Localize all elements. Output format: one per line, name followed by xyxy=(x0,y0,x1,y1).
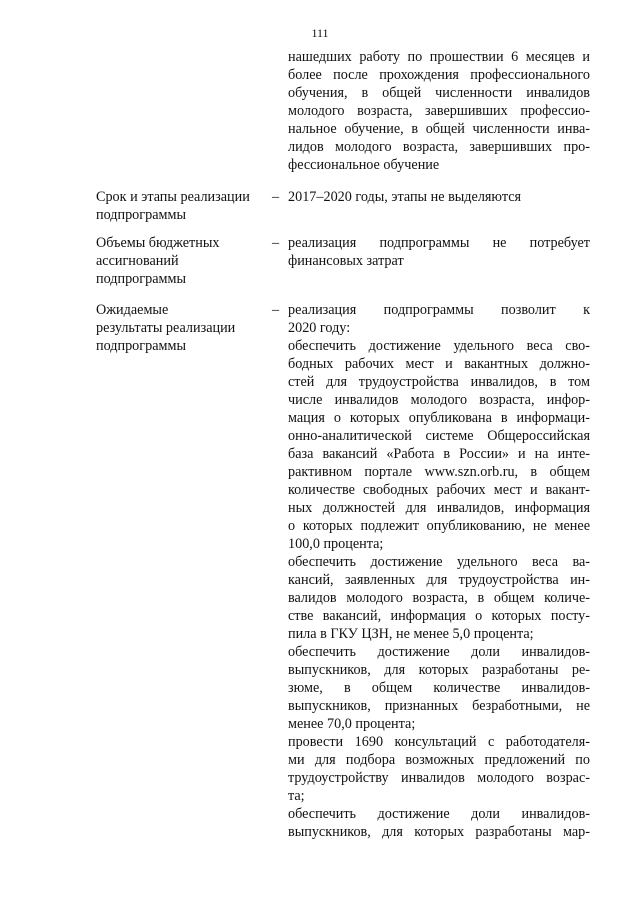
row-value: провести 1690 консультаций с работодателя- xyxy=(288,734,590,750)
row-value: зюме, в общем количестве инвалидов- xyxy=(288,680,590,696)
row-value: база вакансий «Работа в России» и на инте- xyxy=(288,446,590,462)
row-value: валидов молодого возраста, в общем количе- xyxy=(288,590,590,606)
row-value: стей для трудоустройства инвалидов, в том xyxy=(288,374,590,390)
row-dash: – xyxy=(272,235,280,251)
row-value: обеспечить достижение доли инвалидов- xyxy=(288,806,590,822)
row-label: Срок и этапы реализации xyxy=(96,189,250,205)
row-value: трудоустройству инвалидов молодого возрас- xyxy=(288,770,590,786)
row-value: 100,0 процента; xyxy=(288,536,384,552)
text-line: нальное обучение, в общей численности инва- xyxy=(288,121,590,137)
row-label: Ожидаемые xyxy=(96,302,169,318)
row-value: ми для подбора возможных предложений по xyxy=(288,752,590,768)
row-value: выпускников, для которых разработаны ре- xyxy=(288,662,590,678)
row-label: подпрограммы xyxy=(96,271,186,287)
row-value: мация о которых опубликована в информаци- xyxy=(288,410,590,426)
text-line: более после прохождения профессионального xyxy=(288,67,590,83)
row-value: обеспечить достижение доли инвалидов- xyxy=(288,644,590,660)
text-line: нашедших работу по прошествии 6 месяцев и xyxy=(288,49,590,65)
row-value: пила в ГКУ ЦЗН, не менее 5,0 процента; xyxy=(288,626,534,642)
row-label: результаты реализации xyxy=(96,320,236,336)
row-dash: – xyxy=(272,189,280,205)
row-value: рактивном портале www.szn.orb.ru, в общем xyxy=(288,464,590,480)
row-value: 2020 году: xyxy=(288,320,351,336)
row-value: 2017–2020 годы, этапы не выделяются xyxy=(288,189,522,205)
row-value: ных должностей для инвалидов, информация xyxy=(288,500,590,516)
row-label: Объемы бюджетных xyxy=(96,235,220,251)
row-value: та; xyxy=(288,788,305,804)
text-line: лидов молодого возраста, завершивших про- xyxy=(288,139,590,155)
row-value: кансий, заявленных для трудоустройства ин- xyxy=(288,572,590,588)
row-value: выпускников, для которых разработаны мар- xyxy=(288,824,590,840)
text-line: фессиональное обучение xyxy=(288,157,440,173)
page-number: 111 xyxy=(311,26,329,40)
row-value: числе инвалидов молодого возраста, инфор- xyxy=(288,392,590,408)
row-value: реализация подпрограммы не потребует xyxy=(288,235,590,251)
row-dash: – xyxy=(272,302,280,318)
text-line: молодого возраста, завершивших профессио- xyxy=(288,103,590,119)
row-value: количестве свободных рабочих мест и вакант- xyxy=(288,482,590,498)
row-value: бодных рабочих мест и вакантных должно- xyxy=(288,356,590,372)
row-value: стве вакансий, информация о которых посту- xyxy=(288,608,590,624)
row-value: о которых подлежит опубликованию, не менее xyxy=(288,518,590,534)
row-value: менее 70,0 процента; xyxy=(288,716,416,732)
row-value: обеспечить достижение удельного веса ва- xyxy=(288,554,590,570)
row-value: онно-аналитической системе Общероссийская xyxy=(288,428,590,444)
row-value: реализация подпрограммы позволит к xyxy=(288,302,590,318)
row-label: ассигнований xyxy=(96,253,179,269)
row-value: выпускников, признанных безработными, не xyxy=(288,698,590,714)
row-value: обеспечить достижение удельного веса сво- xyxy=(288,338,590,354)
row-value: финансовых затрат xyxy=(288,253,404,269)
row-label: подпрограммы xyxy=(96,338,186,354)
text-line: обучения, в общей численности инвалидов xyxy=(288,85,590,101)
row-label: подпрограммы xyxy=(96,207,186,223)
